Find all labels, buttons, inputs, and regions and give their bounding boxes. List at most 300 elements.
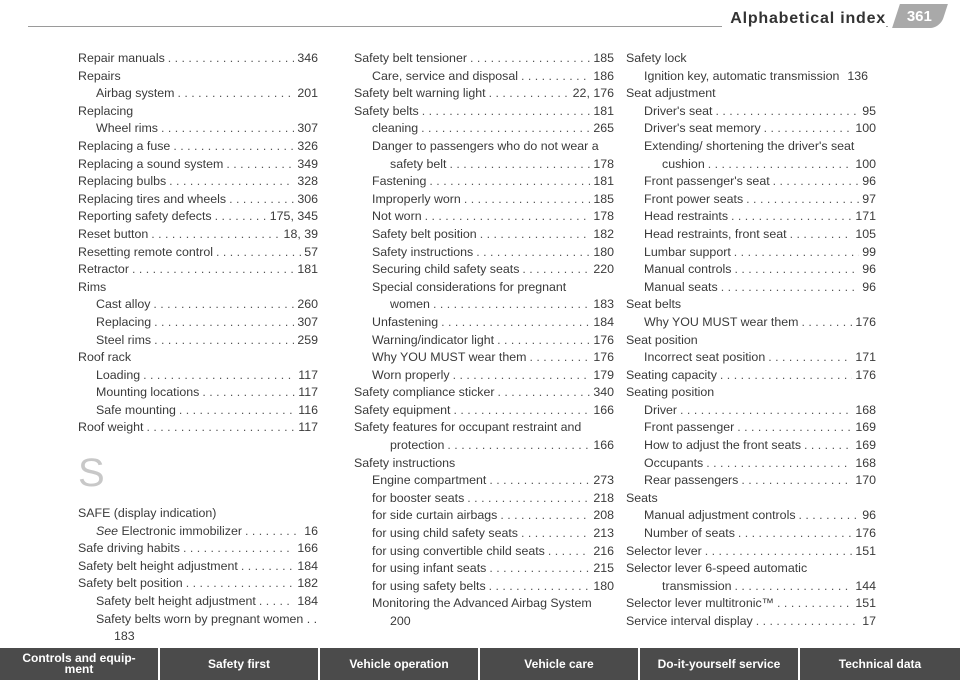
index-entry-page: 215 xyxy=(593,561,614,576)
index-entry-label: Replacing a sound system xyxy=(78,156,224,171)
leader-dots xyxy=(480,226,591,244)
index-entry-label: Safety belts worn by pregnant women . . xyxy=(96,611,318,626)
index-entry-label: Safety instructions xyxy=(372,244,474,259)
index-entry-label: Seat position xyxy=(626,332,698,347)
index-entry-label: Front power seats xyxy=(644,191,744,206)
index-entry-page: 176 xyxy=(855,367,876,382)
index-entry xyxy=(626,68,876,86)
chapter-tab-label: Controls and equip- ment xyxy=(22,651,136,676)
index-entry-page: 17 xyxy=(862,614,876,628)
index-entry-page: 179 xyxy=(593,367,614,382)
index-entry xyxy=(626,560,876,578)
index-entry-page: 184 xyxy=(297,558,318,573)
index-entry-label: Safety belts xyxy=(354,103,419,118)
leader-dots xyxy=(433,296,590,314)
index-entry-page: 144 xyxy=(855,578,876,593)
leader-dots xyxy=(521,525,590,543)
index-entry-label: How to adjust the front seats xyxy=(644,438,802,453)
chapter-tab-label: Do-it-yourself service xyxy=(657,656,781,671)
index-entry-label: for side curtain airbags xyxy=(372,508,498,523)
index-entry-page: 307 xyxy=(297,121,318,136)
leader-dots xyxy=(705,543,853,561)
index-entry-page: 100 xyxy=(855,156,876,171)
leader-dots xyxy=(708,156,853,174)
index-entry-label: Incorrect seat position xyxy=(644,350,766,365)
leader-dots xyxy=(497,332,590,350)
index-entry-page: 201 xyxy=(297,86,318,101)
leader-dots xyxy=(241,558,295,576)
index-entry-page: 260 xyxy=(297,297,318,312)
leader-dots xyxy=(489,578,591,596)
index-entry-page: 185 xyxy=(593,51,614,65)
leader-dots xyxy=(154,314,294,332)
index-entry-label: Engine compartment xyxy=(372,473,487,488)
index-entry-label: 183 xyxy=(114,629,135,644)
index-entry-page: 168 xyxy=(855,402,876,417)
index-entry xyxy=(626,507,876,525)
leader-dots xyxy=(132,261,294,279)
index-entry-label: Driver's seat memory xyxy=(644,121,761,136)
index-entry xyxy=(78,575,318,593)
leader-dots xyxy=(476,244,590,262)
leader-dots xyxy=(720,367,852,385)
index-entry xyxy=(354,560,614,578)
index-entry-page: 307 xyxy=(297,314,318,329)
index-entry-page: 170 xyxy=(855,473,876,488)
index-entry-label: for using infant seats xyxy=(372,561,487,576)
index-entry xyxy=(354,226,614,244)
index-entry xyxy=(626,279,876,297)
index-entry-label: Driver's seat xyxy=(644,103,713,118)
index-entry xyxy=(626,384,876,402)
index-entry-label: women xyxy=(390,297,430,312)
index-entry-page: 95 xyxy=(862,103,876,118)
index-entry-label: Care, service and disposal xyxy=(372,68,519,83)
index-entry xyxy=(626,296,876,314)
index-entry xyxy=(626,595,876,613)
index-entry-page: 171 xyxy=(855,209,876,224)
index-entry-label: for booster seats xyxy=(372,490,465,505)
leader-dots xyxy=(734,261,859,279)
index-entry-label: Safety equipment xyxy=(354,402,451,417)
leader-dots xyxy=(245,523,301,541)
chapter-tab-label: Vehicle care xyxy=(524,656,594,671)
leader-dots xyxy=(489,472,590,490)
leader-dots xyxy=(735,578,853,596)
chapter-tab-bar xyxy=(0,648,960,680)
section-letter: S xyxy=(78,451,105,496)
index-entry-page: 176 xyxy=(855,314,876,329)
index-entry-label: Front passenger's seat xyxy=(644,174,770,189)
index-entry xyxy=(354,120,614,138)
index-entry-label: Fastening xyxy=(372,174,427,189)
index-entry-label: Safe driving habits xyxy=(78,541,180,556)
index-entry-label: Safety belt height adjustment xyxy=(78,558,238,573)
index-entry-label: Monitoring the Advanced Airbag System xyxy=(372,596,592,611)
index-entry-page: 166 xyxy=(297,541,318,556)
index-entry xyxy=(354,103,614,121)
index-entry-label: Seats xyxy=(626,490,658,505)
index-entry xyxy=(78,68,318,86)
index-entry xyxy=(78,156,318,174)
index-entry-label: Not worn xyxy=(372,209,422,224)
leader-dots xyxy=(790,226,853,244)
index-entry xyxy=(626,120,876,138)
index-entry-label: protection xyxy=(390,438,445,453)
index-entry xyxy=(78,540,318,558)
index-entry-page: 349 xyxy=(297,156,318,171)
index-entry xyxy=(626,332,876,350)
index-entry xyxy=(354,472,614,490)
see-reference: See xyxy=(96,523,119,538)
index-entry-label: Rims xyxy=(78,279,107,294)
leader-dots xyxy=(529,349,590,367)
index-entry xyxy=(78,279,318,297)
index-entry xyxy=(354,85,614,103)
index-entry xyxy=(78,191,318,209)
index-entry-page: 176 xyxy=(855,526,876,541)
index-entry-page: 220 xyxy=(593,262,614,277)
index-entry-page: 185 xyxy=(593,191,614,206)
index-entry-label: Replacing a fuse xyxy=(78,138,171,153)
index-entry-page: 116 xyxy=(298,402,318,417)
leader-dots xyxy=(226,156,294,174)
index-entry-label: Cast alloy xyxy=(96,297,151,312)
index-entry-label: Securing child safety seats xyxy=(372,262,520,277)
leader-dots xyxy=(422,103,591,121)
index-entry-page: 96 xyxy=(862,174,876,189)
index-entry-page: 117 xyxy=(298,420,318,435)
leader-dots xyxy=(746,191,859,209)
index-entry-label: cushion xyxy=(662,156,705,171)
index-entry xyxy=(354,543,614,561)
index-entry xyxy=(626,578,876,596)
index-entry xyxy=(626,138,876,156)
index-entry-label: Repairs xyxy=(78,68,121,83)
index-entry-label: Seating position xyxy=(626,385,715,400)
index-entry xyxy=(78,628,318,646)
index-entry xyxy=(626,156,876,174)
leader-dots xyxy=(721,279,860,297)
index-entry xyxy=(626,402,876,420)
index-entry-page: 186 xyxy=(593,68,614,83)
page-header xyxy=(0,0,960,40)
leader-dots xyxy=(764,120,853,138)
leader-dots xyxy=(741,472,852,490)
leader-dots xyxy=(153,296,294,314)
leader-dots xyxy=(146,419,295,437)
chapter-tab[interactable] xyxy=(480,648,640,680)
index-entry-page: 346 xyxy=(297,51,318,65)
index-entry-label: Retractor xyxy=(78,262,129,277)
index-entry-page: 99 xyxy=(862,244,876,259)
index-entry-label: Rear passengers xyxy=(644,473,739,488)
index-entry-page: 180 xyxy=(593,244,614,259)
index-entry-label: Why YOU MUST wear them xyxy=(644,314,799,329)
leader-dots xyxy=(804,437,852,455)
leader-dots xyxy=(453,402,590,420)
leader-dots xyxy=(179,402,295,420)
leader-dots xyxy=(522,261,590,279)
index-entry xyxy=(354,244,614,262)
index-entry xyxy=(626,226,876,244)
index-entry-page: 97 xyxy=(862,191,876,206)
index-entry xyxy=(78,593,318,611)
index-entry xyxy=(626,50,876,68)
chapter-tab[interactable] xyxy=(800,648,960,680)
index-entry-page: 176 xyxy=(593,332,614,347)
index-entry-label: Special considerations for pregnant xyxy=(372,279,567,294)
index-entry-page: 340 xyxy=(593,385,614,400)
index-entry xyxy=(626,367,876,385)
index-entry-label: Selector lever multitronic™ xyxy=(626,596,775,611)
index-entry-label: safety belt xyxy=(390,156,447,171)
index-entry xyxy=(78,332,318,350)
index-entry-label: Service interval display xyxy=(626,614,753,628)
leader-dots xyxy=(429,173,590,191)
index-entry-label: Replacing bulbs xyxy=(78,174,167,189)
index-entry-page: 328 xyxy=(297,174,318,189)
index-entry xyxy=(626,349,876,367)
page-title: Alphabetical index xyxy=(722,10,886,28)
index-entry-label: Manual adjustment controls xyxy=(644,508,796,523)
index-entry-label: transmission xyxy=(662,578,732,593)
index-entry-label: Steel rims xyxy=(96,332,152,347)
leader-dots xyxy=(734,244,859,262)
leader-dots xyxy=(202,384,295,402)
leader-dots xyxy=(169,173,294,191)
leader-dots xyxy=(449,156,590,174)
index-entry-label: cleaning xyxy=(372,121,419,136)
index-entry-page: 100 xyxy=(855,121,876,136)
index-entry-label: Mounting locations xyxy=(96,385,200,400)
index-entry-label: Extending/ shortening the driver's seat xyxy=(644,138,855,153)
chapter-tab[interactable] xyxy=(160,648,320,680)
index-entry-label: Safety features for occupant restraint and xyxy=(354,420,582,435)
leader-dots xyxy=(773,173,860,191)
index-entry xyxy=(626,191,876,209)
index-entry xyxy=(78,244,318,262)
leader-dots xyxy=(186,575,295,593)
leader-dots xyxy=(470,50,590,68)
index-entry xyxy=(354,419,614,437)
index-entry xyxy=(354,455,614,473)
leader-dots xyxy=(216,244,301,262)
index-entry-page: 208 xyxy=(593,508,614,523)
index-entry xyxy=(626,613,876,631)
index-entry xyxy=(626,173,876,191)
index-entry-label: Safe mounting xyxy=(96,402,176,417)
index-entry-page: 184 xyxy=(297,594,318,609)
index-entry xyxy=(78,50,318,68)
index-entry-label: Worn properly xyxy=(372,367,450,382)
index-entry-label: Danger to passengers who do not wear a xyxy=(372,138,599,153)
index-entry xyxy=(354,173,614,191)
index-entry-label: Safety belt warning light xyxy=(354,86,486,101)
chapter-tab-label: Safety first xyxy=(207,656,271,671)
index-entry xyxy=(78,523,318,541)
leader-dots xyxy=(497,384,590,402)
leader-dots xyxy=(453,367,591,385)
index-entry xyxy=(626,543,876,561)
index-entry-page: 176 xyxy=(593,350,614,365)
index-entry-label: Safety belt height adjustment xyxy=(96,594,256,609)
leader-dots xyxy=(161,120,294,138)
index-entry xyxy=(354,595,614,613)
index-entry xyxy=(354,332,614,350)
page-number: 361 xyxy=(907,7,933,25)
index-entry xyxy=(354,402,614,420)
index-entry-page: 306 xyxy=(297,191,318,206)
chapter-tab[interactable] xyxy=(640,648,800,680)
index-entry-label: Head restraints, front seat xyxy=(644,226,787,241)
index-entry-label: Resetting remote control xyxy=(78,244,213,259)
leader-dots xyxy=(738,525,852,543)
index-entry-page: 182 xyxy=(593,226,614,241)
index-entry xyxy=(626,437,876,455)
chapter-tab[interactable] xyxy=(0,648,160,680)
leader-dots xyxy=(467,490,590,508)
index-entry-page: 259 xyxy=(297,332,318,347)
index-entry-label: Selector lever 6-speed automatic xyxy=(626,561,808,576)
index-entry-label: Reset button xyxy=(78,226,149,241)
leader-dots xyxy=(801,314,852,332)
index-entry xyxy=(626,314,876,332)
leader-dots xyxy=(173,138,294,156)
index-entry-label: Occupants xyxy=(644,455,704,470)
index-entry xyxy=(626,103,876,121)
index-entry-page: 181 xyxy=(593,103,614,118)
index-entry-page: 18, 39 xyxy=(283,226,318,241)
index-entry-label: Front passenger xyxy=(644,420,735,435)
index-entry xyxy=(78,208,318,226)
leader-dots xyxy=(421,120,590,138)
leader-dots xyxy=(777,595,852,613)
index-entry xyxy=(354,384,614,402)
index-entry xyxy=(626,455,876,473)
index-entry-label: Why YOU MUST wear them xyxy=(372,350,527,365)
leader-dots xyxy=(259,593,295,611)
index-entry-label: Ignition key, automatic transmission xyxy=(644,68,840,83)
index-entry xyxy=(626,472,876,490)
index-column-3 xyxy=(626,50,876,631)
index-entry-page: 181 xyxy=(297,262,318,277)
leader-dots xyxy=(215,208,267,226)
chapter-tab-label: Technical data xyxy=(838,656,922,671)
index-entry xyxy=(78,85,318,103)
index-entry-label: Wheel rims xyxy=(96,121,158,136)
index-entry xyxy=(354,578,614,596)
index-column-1 xyxy=(78,50,318,646)
index-entry-label: Manual seats xyxy=(644,279,718,294)
leader-dots xyxy=(500,507,590,525)
index-entry-label: Seat adjustment xyxy=(626,86,716,101)
leader-dots xyxy=(731,208,852,226)
index-entry xyxy=(626,490,876,508)
index-entry-page: 265 xyxy=(593,121,614,136)
index-entry xyxy=(354,261,614,279)
index-entry-label: Reporting safety defects xyxy=(78,209,212,224)
index-entry-page: 22, 176 xyxy=(572,86,614,101)
index-entry-page: 151 xyxy=(855,596,876,611)
index-entry-page: 213 xyxy=(593,526,614,541)
leader-dots xyxy=(178,85,295,103)
index-entry-page: 166 xyxy=(593,438,614,453)
index-entry xyxy=(626,525,876,543)
index-entry-page: 117 xyxy=(298,385,318,400)
index-entry-label: Safety belt position xyxy=(78,576,183,591)
leader-dots xyxy=(168,50,295,68)
index-entry-page: 181 xyxy=(593,174,614,189)
index-entry-label: for using convertible child seats xyxy=(372,543,545,558)
index-entry xyxy=(78,419,318,437)
index-entry xyxy=(354,367,614,385)
index-entry-page: 171 xyxy=(855,350,876,365)
index-entry-page: 117 xyxy=(298,367,318,382)
index-entry-label: Unfastening xyxy=(372,314,439,329)
index-entry-label: Safety compliance sticker xyxy=(354,385,495,400)
index-entry xyxy=(354,156,614,174)
index-entry xyxy=(354,349,614,367)
index-entry xyxy=(354,437,614,455)
index-entry-page: 166 xyxy=(593,402,614,417)
leader-dots xyxy=(768,349,852,367)
page-number-badge xyxy=(892,4,948,28)
index-entry-page: 216 xyxy=(593,543,614,558)
index-entry xyxy=(78,138,318,156)
index-entry-label: 200 xyxy=(390,614,411,628)
index-entry xyxy=(78,349,318,367)
index-entry xyxy=(626,419,876,437)
leader-dots xyxy=(425,208,591,226)
leader-dots xyxy=(489,560,590,578)
leader-dots xyxy=(441,314,590,332)
index-entry-page: 273 xyxy=(593,473,614,488)
index-entry xyxy=(78,226,318,244)
index-entry-page: 180 xyxy=(593,578,614,593)
index-entry-label: Number of seats xyxy=(644,526,735,541)
chapter-tab-label: Vehicle operation xyxy=(349,656,449,671)
index-entry xyxy=(626,85,876,103)
index-entry xyxy=(354,490,614,508)
index-entry-label: Replacing xyxy=(96,314,152,329)
leader-dots xyxy=(715,103,859,121)
index-entry-label: Roof rack xyxy=(78,350,132,365)
index-entry-page: 182 xyxy=(297,576,318,591)
leader-dots xyxy=(447,437,590,455)
index-entry-page: 184 xyxy=(593,314,614,329)
leader-dots xyxy=(680,402,852,420)
index-entry-page: 178 xyxy=(593,209,614,224)
index-entry-label: Safety lock xyxy=(626,51,687,65)
index-entry xyxy=(354,191,614,209)
index-entry-label: Repair manuals xyxy=(78,51,165,65)
index-entry-label: Head restraints xyxy=(644,209,729,224)
index-entry xyxy=(626,244,876,262)
index-entry-page: 168 xyxy=(855,455,876,470)
chapter-tab[interactable] xyxy=(320,648,480,680)
index-entry-text: Electronic immobilizer xyxy=(121,523,242,538)
index-entry xyxy=(78,314,318,332)
index-entry xyxy=(78,611,318,629)
leader-dots xyxy=(706,455,852,473)
index-entry-page: 218 xyxy=(593,490,614,505)
index-column-2 xyxy=(354,50,614,631)
index-entry-label: Lumbar support xyxy=(644,244,731,259)
leader-dots xyxy=(489,85,570,103)
index-entry-label: Manual controls xyxy=(644,262,732,277)
index-entry xyxy=(78,384,318,402)
